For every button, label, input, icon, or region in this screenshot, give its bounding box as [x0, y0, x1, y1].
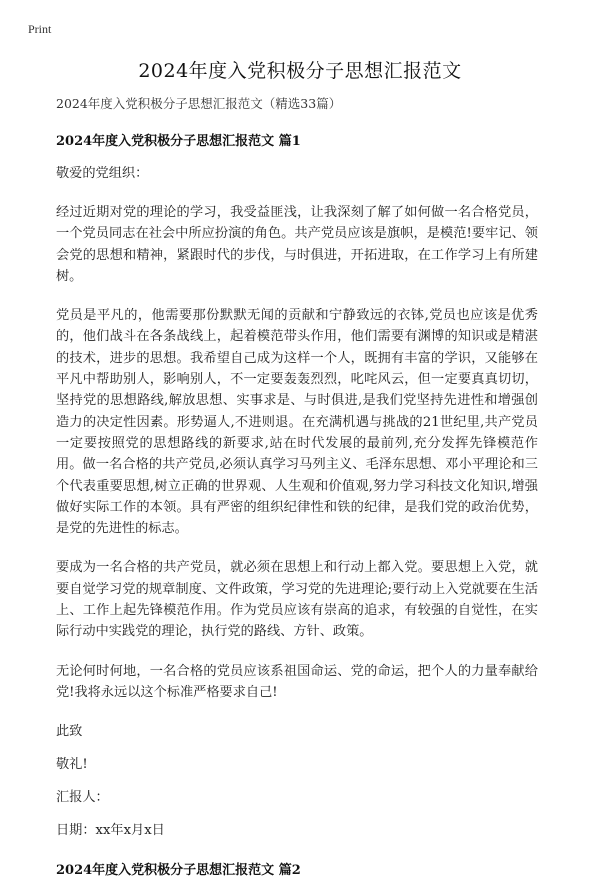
- document-title: 2024年度入党积极分子思想汇报范文: [138, 60, 462, 82]
- document-subtitle: 2024年度入党积极分子思想汇报范文（精选33篇）: [56, 96, 342, 111]
- salutation: 敬爱的党组织：: [56, 166, 149, 181]
- paragraph-4: 无论何时何地，一名合格的党员应该系祖国命运、党的命运，把个人的力量奉献给党!我将永远以这个标准严格要求自己!: [56, 663, 538, 700]
- section-heading-1: 2024年度入党积极分子思想汇报范文 篇1: [56, 134, 301, 149]
- reporter-line: 汇报人：: [56, 790, 109, 806]
- paragraph-3: 要成为一名合格的共产党员，就必须在思想上和行动上都入党。要思想上入党，就要自觉学习党的规章制度、文件政策，学习党的先进理论;要行动上入党就要在生活上、工作上起先锋模范作用。作为党员应该有崇高的追求，有较强的自觉性，在实际行动中实践党的理论，执行党的路线、方针、政策。: [56, 560, 538, 640]
- print-link[interactable]: Print: [28, 22, 52, 36]
- closing-line-2: 敬礼!: [56, 757, 88, 773]
- section-heading-2: 2024年度入党积极分子思想汇报范文 篇2: [56, 863, 301, 879]
- date-line: 日期：xx年x月x日: [56, 823, 165, 839]
- closing-line-1: 此致: [56, 724, 83, 740]
- document-body: [56, 94, 538, 892]
- paragraph-2: 党员是平凡的，他需要那份默默无闻的贡献和宁静致远的衣钵,党员也应该是优秀的，他们战斗在各条战线上，起着模范带头作用，他们需要有渊博的知识或是精湛的技术，进步的思想。我希望自己成为这样一个人，既拥有丰富的学识，又能够在平凡中帮助别人，影响别人，不一定要轰轰烈烈，叱咤风云，但一定要真真切切，坚持党的思想路线,解放思想、实事求是、与时俱进,是我们党坚持先进性和增强创造力的决定性因素。形势逼人,不进则退。在充满机遇与挑战的21世纪里,共产党员一定要按照党的思想路线的新要求,站在时代发展的最前列,充分发挥先锋模范作用。做一名合格的共产党员,必须认真学习马列主义、毛泽东思想、邓小平理论和三个代表重要思想,树立正确的世界观、人生观和价值观,努力学习科技文化知识,增强做好实际工作的本领。具有严密的组织纪律性和铁的纪律，是我们党的政治优势，是党的先进性的标志。: [56, 308, 538, 537]
- paragraph-1: 经过近期对党的理论的学习，我受益匪浅，让我深刻了解了如何做一名合格党员，一个党员同志在社会中所应扮演的角色。共产党员应该是旗帜，是模范!要牢记、领会党的思想和精神，紧跟时代的步伐，与时俱进，开拓进取，在工作学习上有所建树。: [56, 205, 538, 284]
